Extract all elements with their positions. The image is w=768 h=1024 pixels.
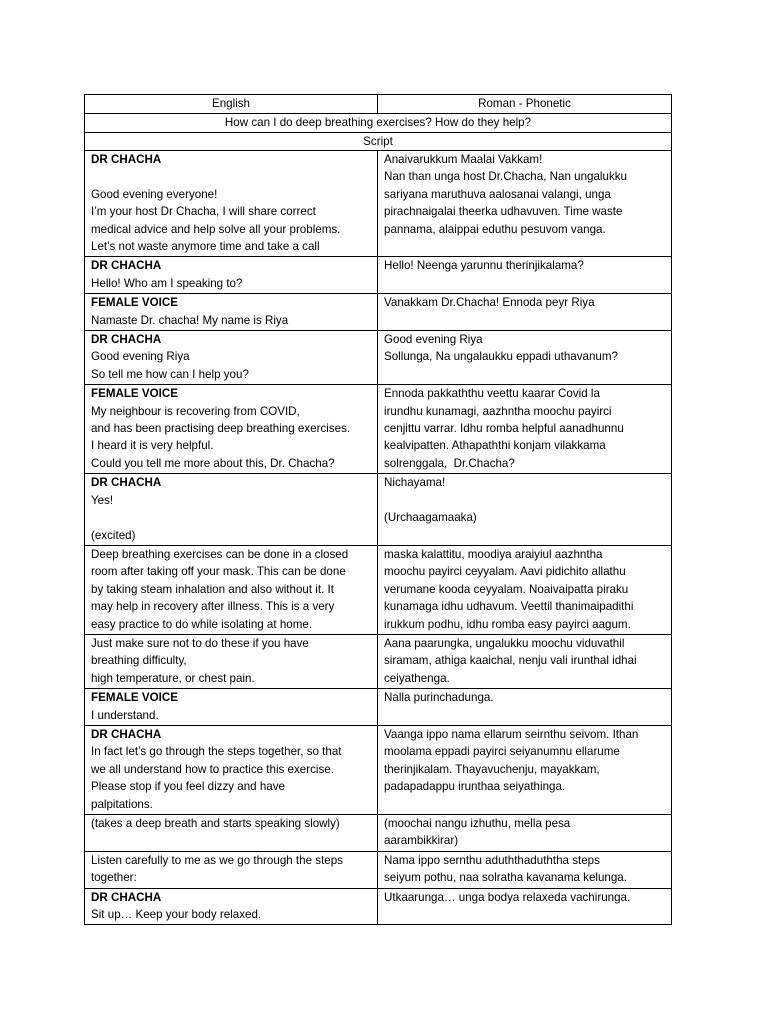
roman-cell (378, 689, 672, 726)
roman-line: Nalla purinchadunga. (384, 691, 494, 705)
roman-line: Nichayama! (384, 476, 446, 490)
roman-line (384, 492, 665, 509)
script-document (84, 94, 671, 925)
english-line: Namaste Dr. chacha! My name is Riya (91, 313, 289, 327)
roman-cell (378, 545, 672, 634)
roman-line: Good evening Riya (384, 333, 483, 347)
script-row (85, 851, 672, 888)
english-cell (85, 725, 378, 814)
roman-line: aarambikkirar) (384, 834, 459, 848)
speaker-label: DR CHACHA (91, 727, 162, 741)
english-line: Listen carefully to me as we go through the steps (91, 853, 343, 867)
english-line: we all understand how to practice this exercise. (91, 762, 334, 776)
roman-line: kealvipatten. Athapaththi konjam vilakkama (384, 439, 606, 453)
english-line: Yes! (91, 493, 114, 507)
english-line: room after taking off your mask. This can be done (91, 565, 346, 579)
script-label-row (85, 133, 672, 151)
english-line: In fact let’s go through the steps together, so that (91, 745, 342, 759)
roman-line: Sollunga, Na ungalaukku eppadi uthavanum? (384, 350, 618, 364)
roman-line: irundhu kunamagi, aazhntha moochu payirci (384, 404, 612, 418)
roman-line: verumane kooda ceyyalam. Noaivaipatta piraku (384, 582, 629, 596)
translation-table (84, 94, 672, 925)
english-cell (85, 815, 378, 852)
english-cell (85, 294, 378, 331)
english-line: Please stop if you feel dizzy and have (91, 780, 285, 794)
script-row (85, 725, 672, 814)
english-line: breathing difficulty, (91, 654, 187, 668)
roman-cell (378, 294, 672, 331)
english-line: Sit up… Keep your body relaxed. (91, 908, 262, 922)
english-line: may help in recovery after illness. This is a very (91, 600, 335, 614)
roman-cell (378, 634, 672, 688)
english-line: I’m your host Dr Chacha, I will share correct (91, 205, 316, 219)
roman-cell (378, 851, 672, 888)
roman-line: Utkaarunga… unga bodya relaxeda vachirunga. (384, 890, 631, 904)
english-line: Just make sure not to do these if you have (91, 636, 309, 650)
script-row (85, 815, 672, 852)
english-cell (85, 257, 378, 294)
roman-cell (378, 815, 672, 852)
roman-line: padapadappu irunthaa seiyathinga. (384, 780, 566, 794)
english-line: So tell me how can I help you? (91, 367, 249, 381)
english-line: Deep breathing exercises can be done in a closed (91, 547, 349, 561)
roman-line: Anaivarukkum Maalai Vakkam! (384, 153, 543, 166)
roman-line: moochu payirci ceyyalam. Aavi pidichito allathu (384, 565, 626, 579)
english-line: by taking steam inhalation and also without it. It (91, 582, 334, 596)
roman-column-header: Roman - Phonetic (378, 95, 672, 114)
roman-line: ceiyathenga. (384, 671, 450, 685)
roman-line: Aana paarungka, ungalukku moochu viduvathil (384, 636, 625, 650)
roman-cell (378, 331, 672, 385)
english-line (91, 168, 371, 185)
script-row (85, 545, 672, 634)
roman-line: (Urchaagamaaka) (384, 511, 477, 525)
script-row (85, 689, 672, 726)
roman-line: sariyana maruthuva aalosanai valangi, unga (384, 187, 611, 201)
roman-line: pirachnaigalai theerka udhavuven. Time waste (384, 205, 623, 219)
english-cell (85, 689, 378, 726)
speaker-label: DR CHACHA (91, 333, 162, 347)
english-line: palpitations. (91, 797, 153, 811)
english-line: and has been practising deep breathing exercises. (91, 422, 351, 436)
english-line: medical advice and help solve all your problems. (91, 222, 341, 236)
roman-line: Vaanga ippo nama ellarum seirnthu seivom. Ithan (384, 727, 639, 741)
roman-line: irukkum podhu, idhu romba easy payirci aagum. (384, 617, 631, 631)
english-cell (85, 888, 378, 925)
roman-line: maska kalattitu, moodiya araiyiul aazhntha (384, 547, 603, 561)
english-line: Good evening Riya (91, 350, 190, 364)
english-cell (85, 634, 378, 688)
english-cell (85, 151, 378, 257)
roman-cell (378, 725, 672, 814)
english-line: together: (91, 871, 137, 885)
roman-cell (378, 257, 672, 294)
script-row (85, 385, 672, 474)
roman-line: Nama ippo sernthu aduththaduththa steps (384, 853, 600, 867)
roman-line: siramam, athiga kaaichal, nenju vali irunthal idhai (384, 654, 637, 668)
speaker-label: FEMALE VOICE (91, 387, 178, 401)
english-line: I heard it is very helpful. (91, 439, 214, 453)
english-line: high temperature, or chest pain. (91, 671, 255, 685)
roman-line: therinjikalam. Thayavuchenju, mayakkam, (384, 762, 600, 776)
english-line: (takes a deep breath and starts speaking slowly) (91, 817, 340, 830)
english-cell (85, 851, 378, 888)
speaker-label: FEMALE VOICE (91, 691, 178, 705)
roman-cell (378, 385, 672, 474)
question-title: How can I do deep breathing exercises? How do they help? (85, 114, 672, 133)
script-row (85, 151, 672, 257)
script-label: Script (85, 133, 672, 151)
english-cell (85, 545, 378, 634)
roman-cell (378, 474, 672, 546)
roman-line: Nan than unga host Dr.Chacha, Nan ungalukku (384, 170, 627, 184)
english-line: I understand. (91, 708, 159, 722)
english-column-header: English (85, 95, 378, 114)
english-line: Hello! Who am I speaking to? (91, 276, 243, 290)
english-cell (85, 474, 378, 546)
roman-line: moolama eppadi payirci seiyanumnu ellarume (384, 745, 620, 759)
script-row (85, 474, 672, 546)
roman-line: cenjittu varrar. Idhu romba helpful aanadhunnu (384, 422, 624, 436)
english-cell (85, 331, 378, 385)
english-line: (excited) (91, 528, 136, 542)
roman-cell (378, 151, 672, 257)
english-line: easy practice to do while isolating at home. (91, 617, 313, 631)
roman-line: Hello! Neenga yarunnu therinjikalama? (384, 259, 584, 273)
speaker-label: DR CHACHA (91, 153, 162, 166)
question-row (85, 114, 672, 133)
speaker-label: FEMALE VOICE (91, 296, 178, 310)
roman-line: pannama, alaippai eduthu pesuvom vanga. (384, 222, 606, 236)
english-line: Let’s not waste anymore time and take a call (91, 240, 320, 254)
header-row (85, 95, 672, 114)
roman-line: Vanakkam Dr.Chacha! Ennoda peyr Riya (384, 296, 595, 310)
roman-line: kunamaga idhu udhavum. Veettil thanimaipadithi (384, 600, 634, 614)
speaker-label: DR CHACHA (91, 476, 162, 490)
english-line: Good evening everyone! (91, 187, 218, 201)
roman-line: (moochai nangu izhuthu, mella pesa (384, 817, 571, 830)
english-line (91, 509, 371, 526)
script-row (85, 257, 672, 294)
roman-line: Ennoda pakkaththu veettu kaarar Covid la (384, 387, 600, 401)
roman-cell (378, 888, 672, 925)
english-line: Could you tell me more about this, Dr. Chacha? (91, 456, 335, 470)
roman-line: seiyum pothu, naa solratha kavanama kelunga. (384, 871, 627, 885)
script-row (85, 331, 672, 385)
english-cell (85, 385, 378, 474)
roman-line: solrenggala, Dr.Chacha? (384, 456, 515, 470)
english-line: My neighbour is recovering from COVID, (91, 404, 300, 418)
script-row (85, 634, 672, 688)
speaker-label: DR CHACHA (91, 259, 162, 273)
script-row (85, 888, 672, 925)
speaker-label: DR CHACHA (91, 890, 162, 904)
script-row (85, 294, 672, 331)
